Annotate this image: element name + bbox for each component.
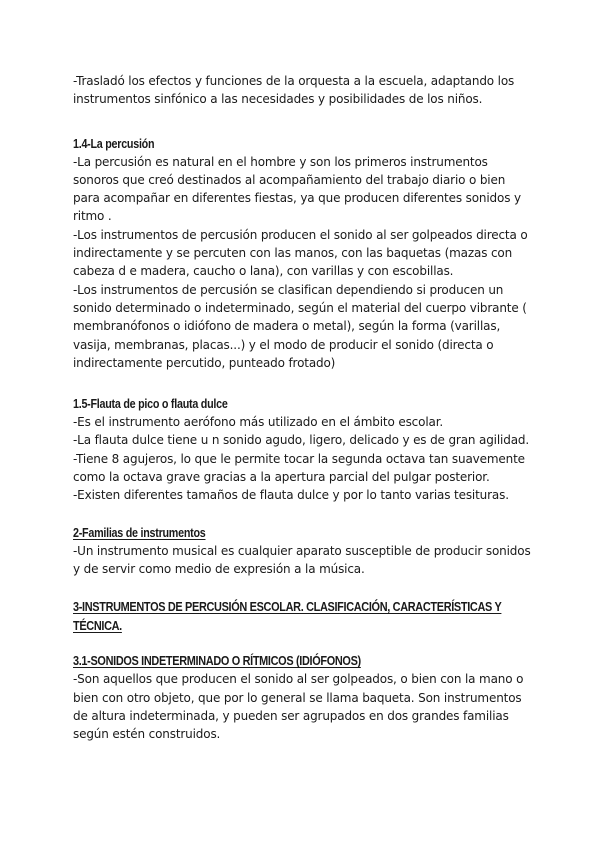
section-heading-recorder: 1.5-Flauta de pico o flauta dulce <box>73 397 228 412</box>
paragraph: -Existen diferentes tamaños de flauta dulce y por lo tanto varias tesituras. <box>73 488 509 503</box>
paragraph: -La flauta dulce tiene u n sonido agudo, ligero, delicado y es de gran agilidad. <box>73 433 530 448</box>
paragraph: -Es el instrumento aerófono más utilizado en el ámbito escolar. <box>73 415 444 430</box>
section-heading-instrument-families: 2-Familias de instrumentos <box>73 525 206 540</box>
section-heading-indeterminate-sounds: 3.1-SONIDOS INDETERMINADO O RÍTMICOS (IDIÓFONOS) <box>73 653 361 669</box>
page-content <box>73 72 533 743</box>
intro-paragraph: -Trasladó los efectos y funciones de la orquesta a la escuela, adaptando los instrumentos sinfónico a las necesidades y posibilidades de los niños. <box>73 74 515 107</box>
section-heading-percussion: 1.4-La percusión <box>73 136 155 151</box>
paragraph: -Un instrumento musical es cualquier aparato susceptible de producir sonidos y de servir como medio de expresión a la música. <box>73 543 531 576</box>
paragraph: -Son aquellos que producen el sonido al ser golpeados, o bien con la mano o bien con otro objeto, que por lo general se llama baqueta. Son instrumentos de altura indeterminada, y pueden ser agrupados en dos grandes familias según estén construidos. <box>73 672 524 742</box>
paragraph: -Tiene 8 agujeros, lo que le permite tocar la segunda octava tan suavemente como la octava grave gracias a la apertura parcial del pulgar posterior. <box>73 451 525 485</box>
paragraph: -Los instrumentos de percusión se clasifican dependiendo si producen un sonido determinado o indeterminado, según el material del cuerpo vibrante ( membranófonos o idiófono de madera o metal), según la forma (varillas, vasija, membranas, placas...) y el modo de producir el sonido (directa o indirectamente percutido, punteado frotado) <box>73 282 527 370</box>
chapter-heading-school-percussion: 3-INSTRUMENTOS DE PERCUSIÓN ESCOLAR. CLASIFICACIÓN, CARACTERÍSTICAS Y TÉCNICA. <box>73 599 502 634</box>
paragraph: -Los instrumentos de percusión producen el sonido al ser golpeados directa o indirectamente y se percuten con las manos, con las baquetas (mazas con cabeza d e madera, caucho o lana), con varillas y con escobillas. <box>73 227 528 279</box>
paragraph: -La percusión es natural en el hombre y son los primeros instrumentos sonoros que creó destinados al acompañamiento del trabajo diario o bien para acompañar en diferentes fiestas, ya que producen diferentes sonidos y ritmo . <box>73 154 521 224</box>
